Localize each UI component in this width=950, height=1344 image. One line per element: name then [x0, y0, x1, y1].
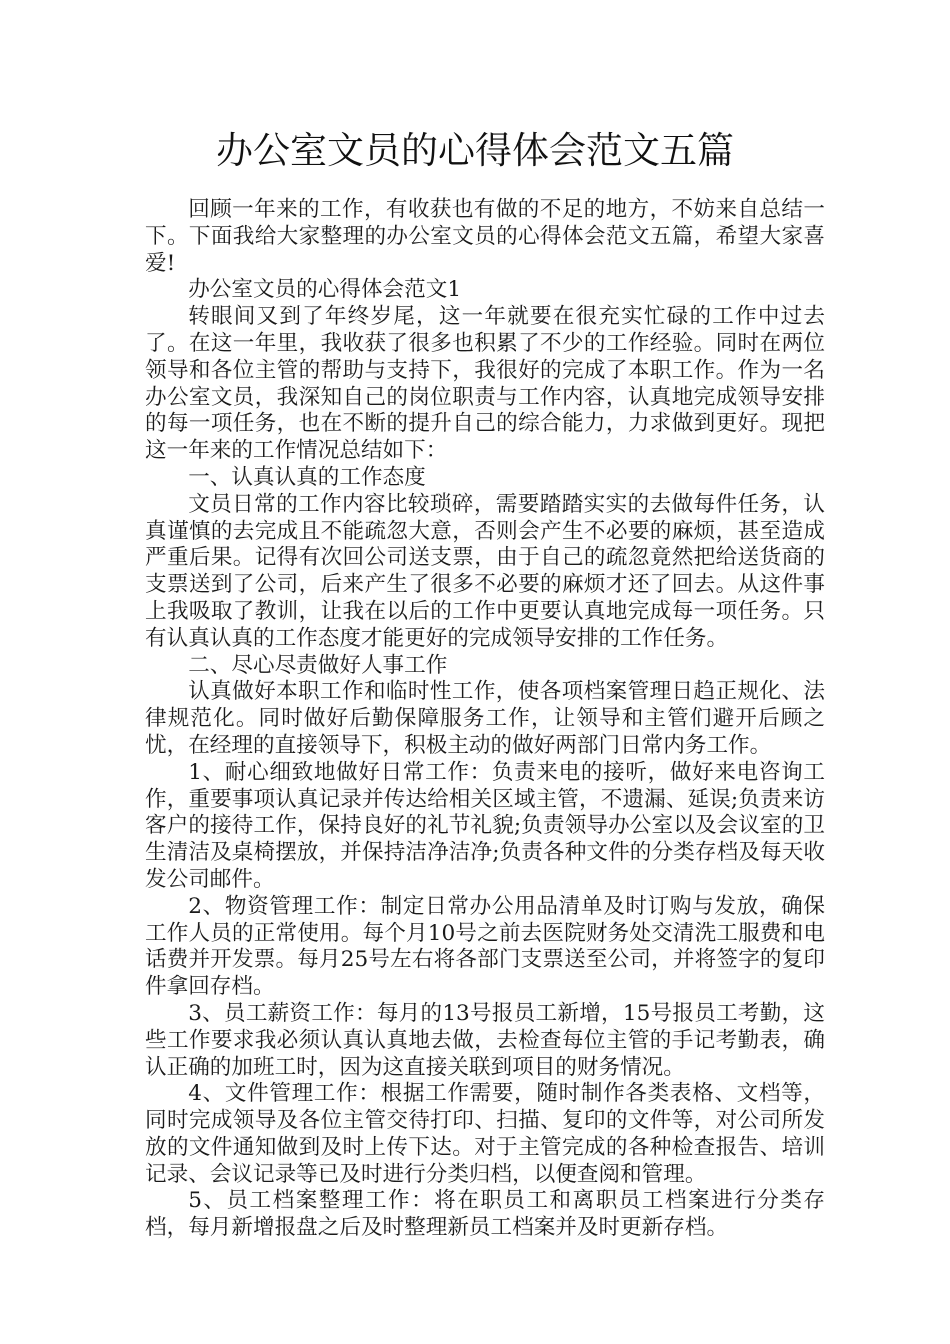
document-body: [145, 197, 825, 1242]
body-paragraph: 认真做好本职工作和临时性工作，使各项档案管理日趋正规化、法律规范化。同时做好后勤保障服务工作，让领导和主管们避开后顾之忧，在经理的直接领导下，积极主动的做好两部门日常内务工作。: [145, 679, 825, 758]
list-item-paragraph: 5、员工档案整理工作：将在职员工和离职员工档案进行分类存档，每月新增报盘之后及时整理新员工档案并及时更新存档。: [145, 1188, 825, 1241]
section-heading: 办公室文员的心得体会范文1: [188, 277, 462, 303]
list-item-paragraph: 4、文件管理工作：根据工作需要，随时制作各类表格、文档等，同时完成领导及各位主管交待打印、扫描、复印的文件等，对公司所发放的文件通知做到及时上传下达。对于主管完成的各种检查报告、培训记录、会议记录等已及时进行分类归档，以便查阅和管理。: [145, 1081, 825, 1187]
body-paragraph: 文员日常的工作内容比较琐碎，需要踏踏实实的去做每件任务，认真谨慎的去完成且不能疏忽大意，否则会产生不必要的麻烦，甚至造成严重后果。记得有次回公司送支票，由于自己的疏忽竟然把给送货商的支票送到了公司，后来产生了很多不必要的麻烦才还了回去。从这件事上我吸取了教训，让我在以后的工作中更要认真地完成每一项任务。只有认真认真的工作态度才能更好的完成领导安排的工作任务。: [145, 491, 825, 651]
list-item-paragraph: 1、耐心细致地做好日常工作：负责来电的接听，做好来电咨询工作，重要事项认真记录并传达给相关区域主管，不遗漏、延误;负责来访客户的接待工作，保持良好的礼节礼貌;负责领导办公室以及会议室的卫生清洁及桌椅摆放，并保持洁净洁净;负责各种文件的分类存档及每天收发公司邮件。: [145, 759, 825, 892]
document-title: 办公室文员的心得体会范文五篇: [216, 129, 734, 172]
list-item-paragraph: 2、物资管理工作：制定日常办公用品清单及时订购与发放，确保工作人员的正常使用。每个月10号之前去医院财务处交清洗工服费和电话费并开发票。每月25号左右将各部门支票送至公司，并将签字的复印件拿回存档。: [145, 893, 825, 1000]
list-item-paragraph: 3、员工薪资工作：每月的13号报员工新增，15号报员工考勤，这些工作要求我必须认真认真地去做，去检查每位主管的手记考勤表，确认正确的加班工时，因为这直接关联到项目的财务情况。: [145, 1000, 825, 1080]
section-heading: 二、尽心尽责做好人事工作: [188, 652, 448, 678]
body-paragraph: 转眼间又到了年终岁尾，这一年就要在很充实忙碌的工作中过去了。在这一年里，我收获了很多也积累了不少的工作经验。同时在两位领导和各位主管的帮助与支持下，我很好的完成了本职工作。作为一名办公室文员，我深知自己的岗位职责与工作内容，认真地完成领导安排的每一项任务，也在不断的提升自己的综合能力，力求做到更好。现把这一年来的工作情况总结如下：: [145, 304, 825, 464]
intro-paragraph: 回顾一年来的工作，有收获也有做的不足的地方，不妨来自总结一下。下面我给大家整理的办公室文员的心得体会范文五篇，希望大家喜爱!: [145, 197, 825, 276]
section-heading: 一、认真认真的工作态度: [188, 464, 426, 490]
